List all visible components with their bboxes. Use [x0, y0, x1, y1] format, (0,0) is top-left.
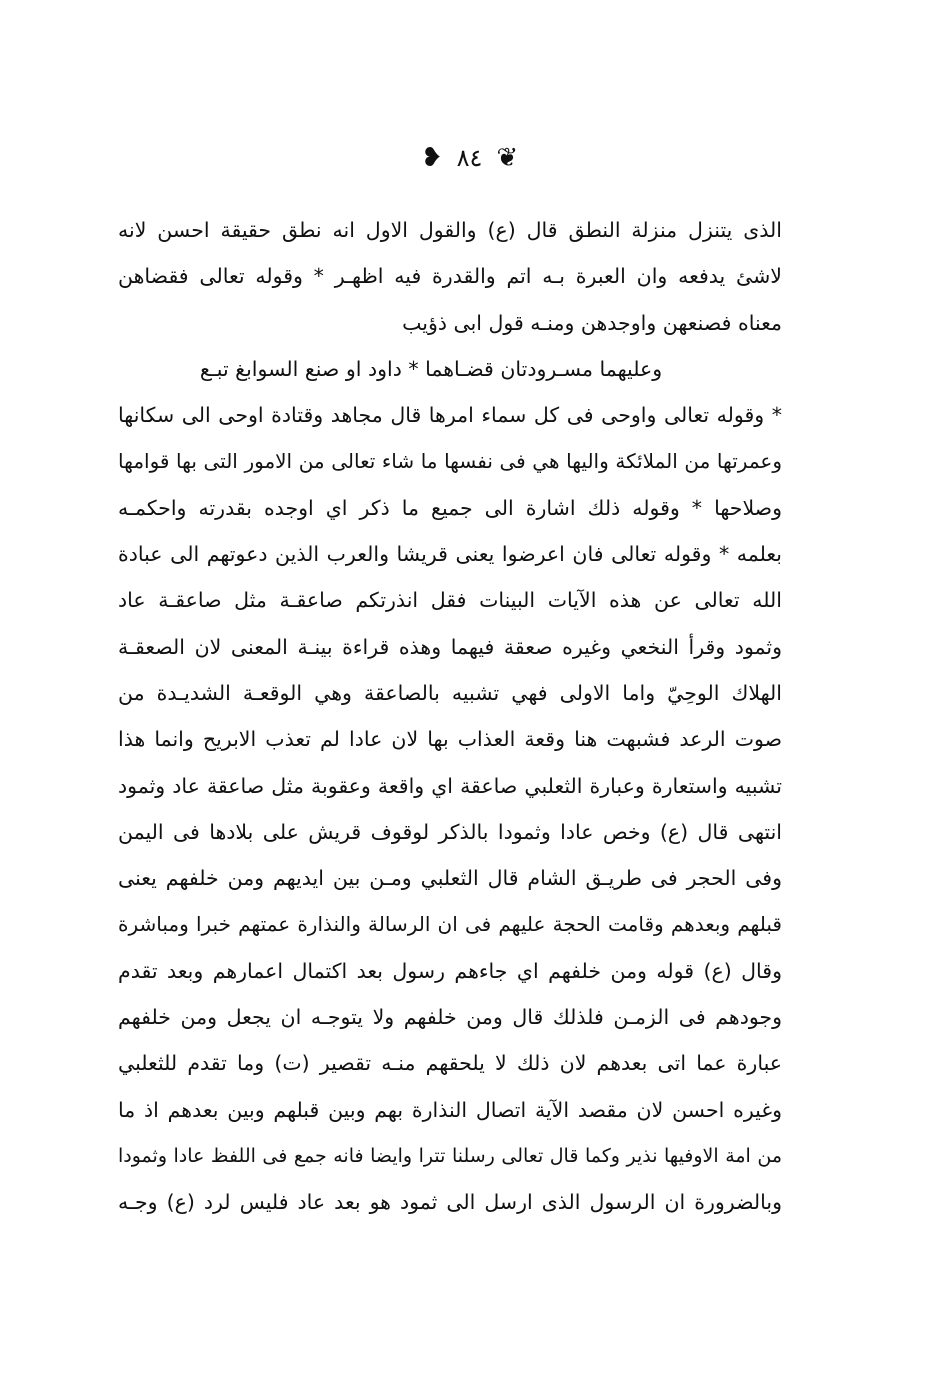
text-line: الهلاك الوحِيّ واما الاولى فهي تشبيه بالصاعقة وهي الوقعـة الشديـدة من: [118, 680, 782, 705]
text-line: بعلمه * وقوله تعالى فان اعرضوا يعنى قريشا والعرب الذين دعوتهم الى عبادة: [118, 542, 782, 567]
page-header: [0, 138, 939, 178]
text-line: صوت الرعد فشبهت هنا وقعة العذاب بها لان عادا لم تعذب الابريح وانما هذا: [118, 727, 782, 752]
text-line: * وقوله تعالى واوحى فى كل سماء امرها قال مجاهد وقتادة اوحى الى سكانها: [118, 403, 782, 428]
ornament-right-icon: ❦: [496, 143, 519, 173]
text-line: الذى يتنزل منزلة النطق قال (ع) والقول الاول انه نطق حقيقة احسن لانه: [118, 218, 782, 242]
body-text: [118, 207, 782, 1226]
text-line: وفى الحجر فى طريـق الشام قال الثعلبي ومـن بين ايديهم ومن خلفهم يعنى: [118, 866, 782, 891]
text-line: تشبيه واستعارة وعبارة الثعلبي صاعقة اي واقعة وعقوبة مثل صاعقة عاد وثمود: [118, 773, 782, 798]
text-line: لاشئ يدفعه وان العبرة بـه اتم والقدرة فيه اظهـر * وقوله تعالى فقضاهن: [118, 264, 782, 289]
text-line: وقال (ع) قوله ومن خلفهم اي جاءهم رسول بعد اكتمال اعمارهم وبعد تقدم: [118, 958, 782, 983]
text-line: وجودهم فى الزمـن فلذلك قال ومن خلفهم ولا يتوجـه ان يجعل ومن خلفهم: [118, 1005, 782, 1030]
text-line: من امة الاوفيها نذير وكما قال تعالى رسلنا تترا وايضا فانه جمع فى اللفظ عادا وثمودا: [118, 1144, 782, 1167]
page-number: ٨٤: [456, 144, 483, 172]
text-line: عبارة عما اتى بعدهم لان ذلك لا يلحقهم منـه تقصير (ت) وما تقدم للثعلبي: [118, 1051, 782, 1076]
text-line: قبلهم وبعدهم وقامت الحجة عليهم فى ان الرسالة والنذارة عمتهم خبرا ومباشرة: [118, 912, 782, 937]
text-line: وبالضرورة ان الرسول الذى ارسل الى ثمود هو بعد عاد فليس لرد (ع) وجـه: [118, 1190, 782, 1215]
text-line: وغيره احسن لان مقصد الآية اتصال النذارة بهم وبين قبلهم وبين بعدهم اذ ما: [118, 1097, 782, 1122]
text-line: وصلاحها * وقوله ذلك اشارة الى جميع ما ذكر اي اوجده بقدرته واحكمـه: [118, 495, 782, 520]
ornament-left-icon: ❥: [420, 143, 443, 173]
text-line: الله تعالى عن هذه الآيات البينات فقل انذرتكم صاعقـة مثل صاعقـة عاد: [118, 588, 782, 613]
text-line: معناه فصنعهن واوجدهن ومنـه قول ابى ذؤيب: [402, 310, 782, 335]
poetry-verse: وعليهما مسـرودتان قضـاهما * داود او صنع السوابغ تبـع: [199, 356, 663, 381]
text-line: وثمود وقرأ النخعي وغيره صعقة فيهما وهذه قراءة بينـة المعنى لان الصعقـة: [118, 634, 782, 659]
text-line: انتهى قال (ع) وخص عادا وثمودا بالذكر لوقوف قريش على بلادها فى اليمن: [118, 819, 782, 844]
text-line: وعمرتها من الملائكة واليها هي فى نفسها ما شاء تعالى من الامور التى بها قوامها: [118, 449, 782, 474]
